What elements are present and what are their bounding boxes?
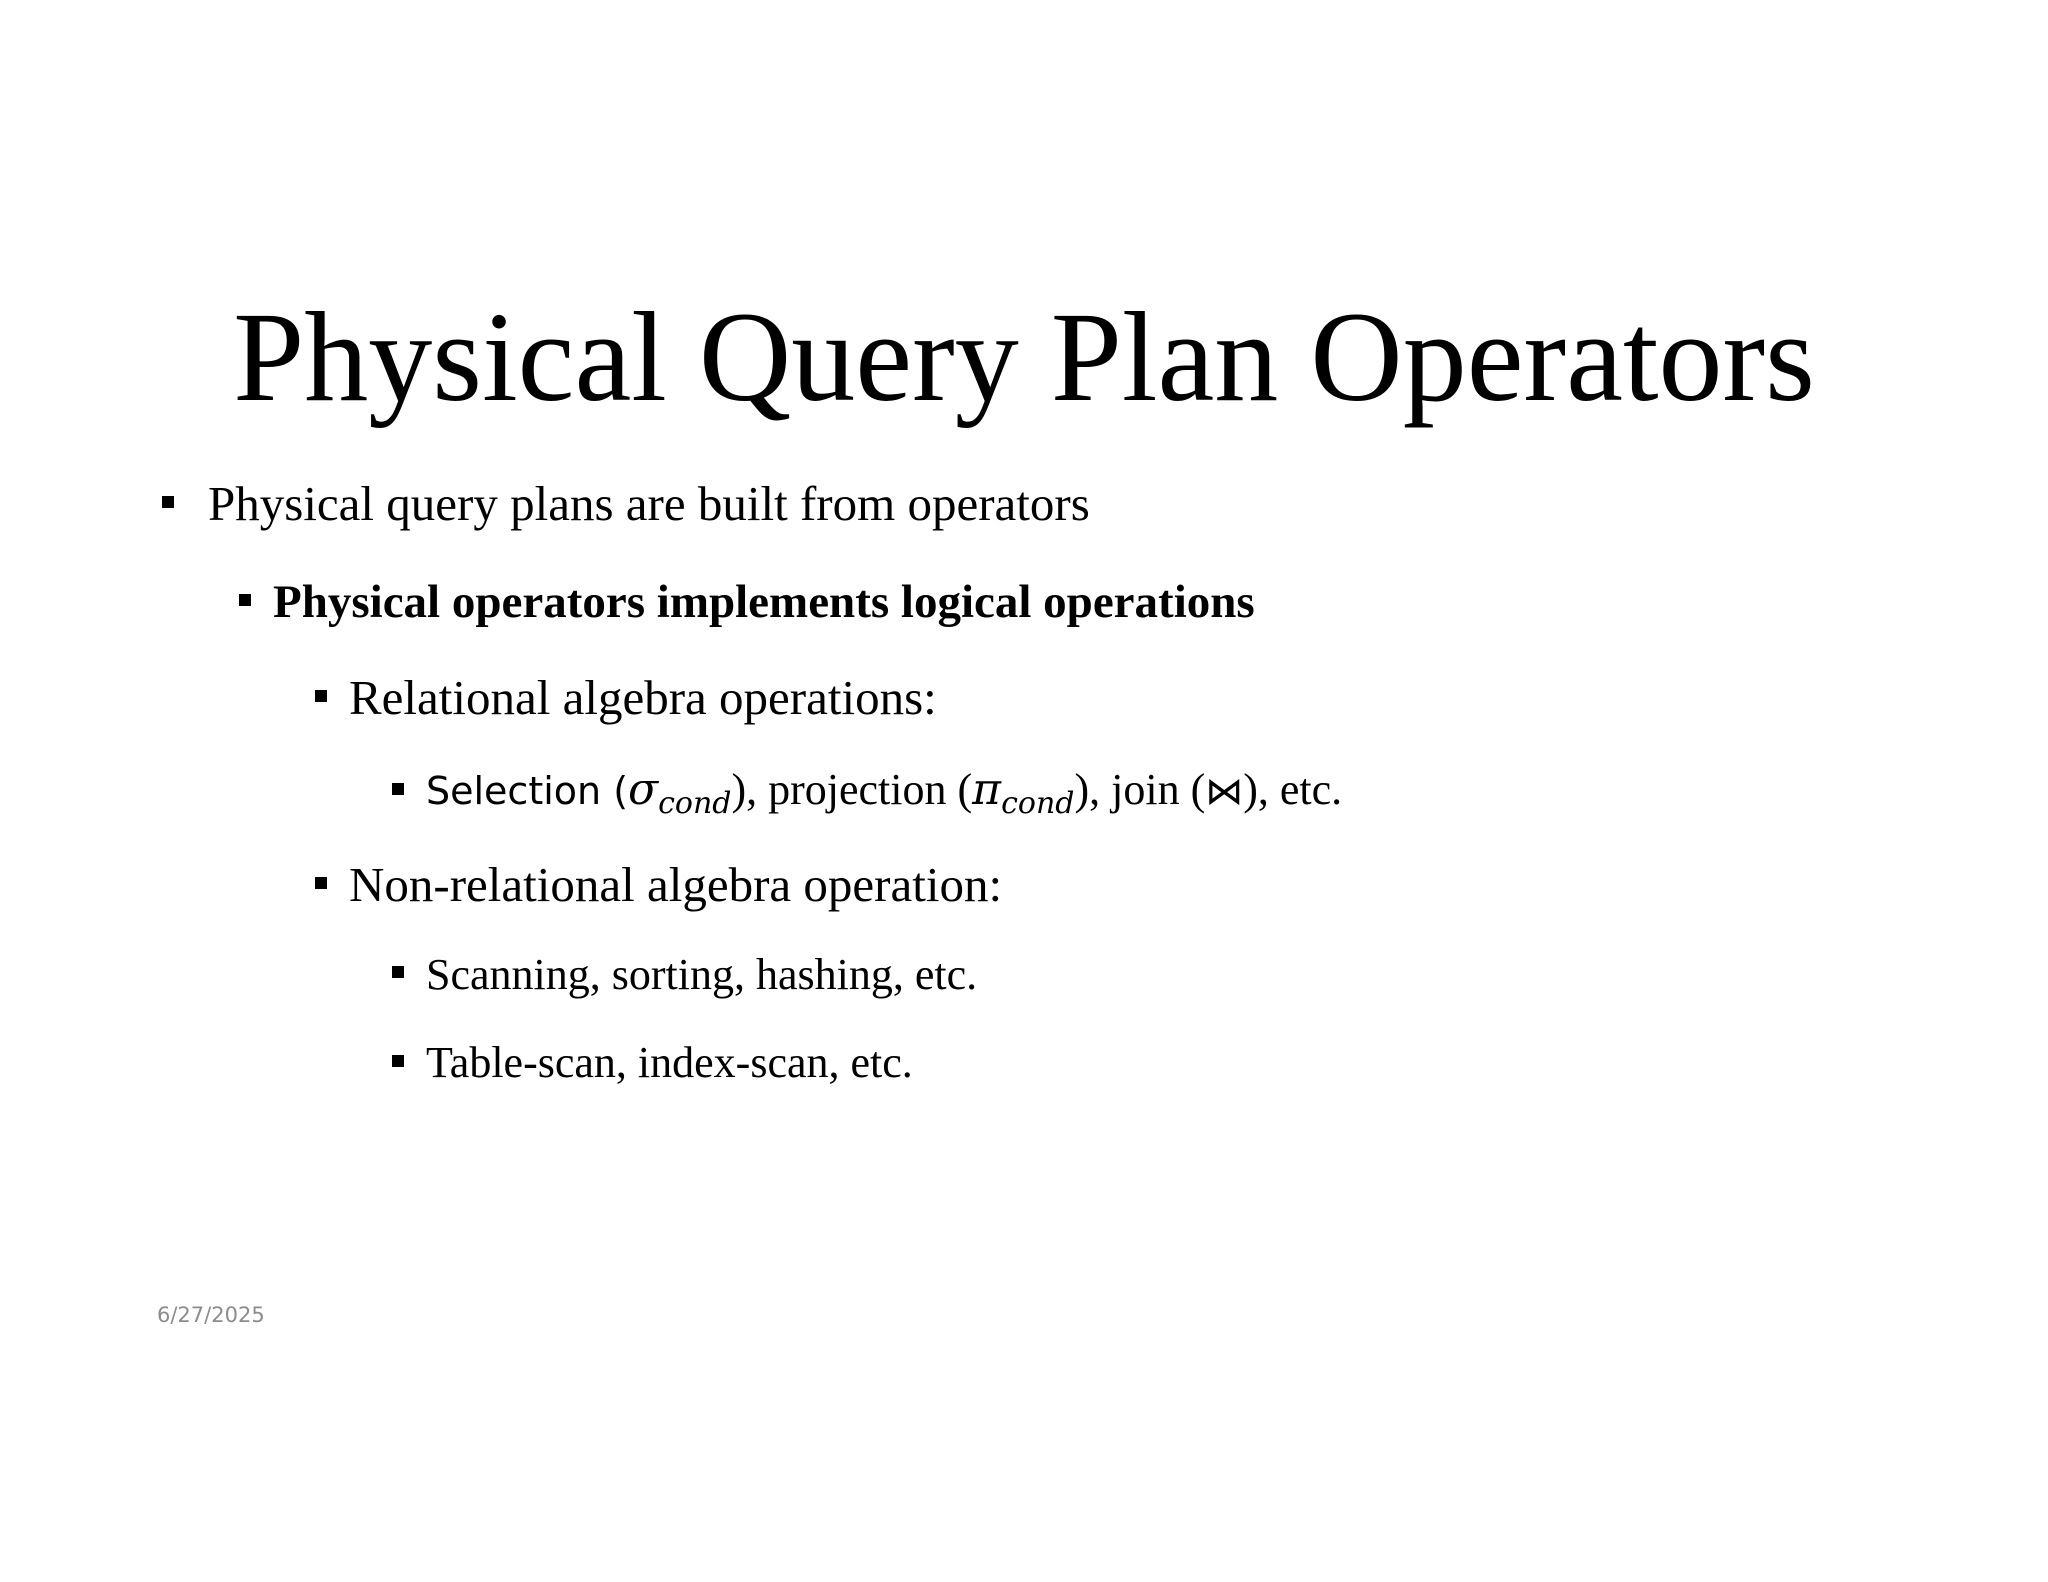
pi-symbol: π: [972, 764, 1002, 815]
projection-label: ), projection (: [731, 765, 973, 814]
slide-date: 6/27/2025: [157, 1303, 265, 1327]
bullet-selection-projection-join: [426, 760, 1342, 834]
bullet-physical-query-plans: Physical query plans are built from operators: [208, 476, 1090, 531]
etc-label: ), etc.: [1243, 765, 1343, 814]
sigma-subscript: cond: [658, 786, 732, 821]
bullet-marker-icon: [392, 783, 404, 795]
bullet-non-relational-algebra: Non-relational algebra operation:: [349, 857, 1003, 912]
join-label: ), join (: [1074, 765, 1206, 814]
bullet-table-scan: Table-scan, index-scan, etc.: [426, 1038, 913, 1087]
bullet-scanning-sorting: Scanning, sorting, hashing, etc.: [426, 950, 978, 999]
bullet-physical-operators: Physical operators implements logical operations: [273, 576, 1255, 628]
bullet-marker-icon: [392, 1055, 404, 1067]
pi-subscript: cond: [1001, 786, 1075, 821]
bullet-marker-icon: [162, 496, 174, 508]
bullet-marker-icon: [239, 594, 251, 606]
sigma-symbol: σ: [628, 764, 659, 815]
bullet-marker-icon: [315, 877, 327, 889]
bullet-marker-icon: [392, 966, 404, 978]
join-symbol: ⋈: [1205, 769, 1244, 813]
selection-label: Selection (: [426, 769, 629, 813]
slide-title: Physical Query Plan Operators: [233, 286, 1815, 428]
bullet-relational-algebra: Relational algebra operations:: [349, 670, 937, 725]
bullet-marker-icon: [315, 690, 327, 702]
